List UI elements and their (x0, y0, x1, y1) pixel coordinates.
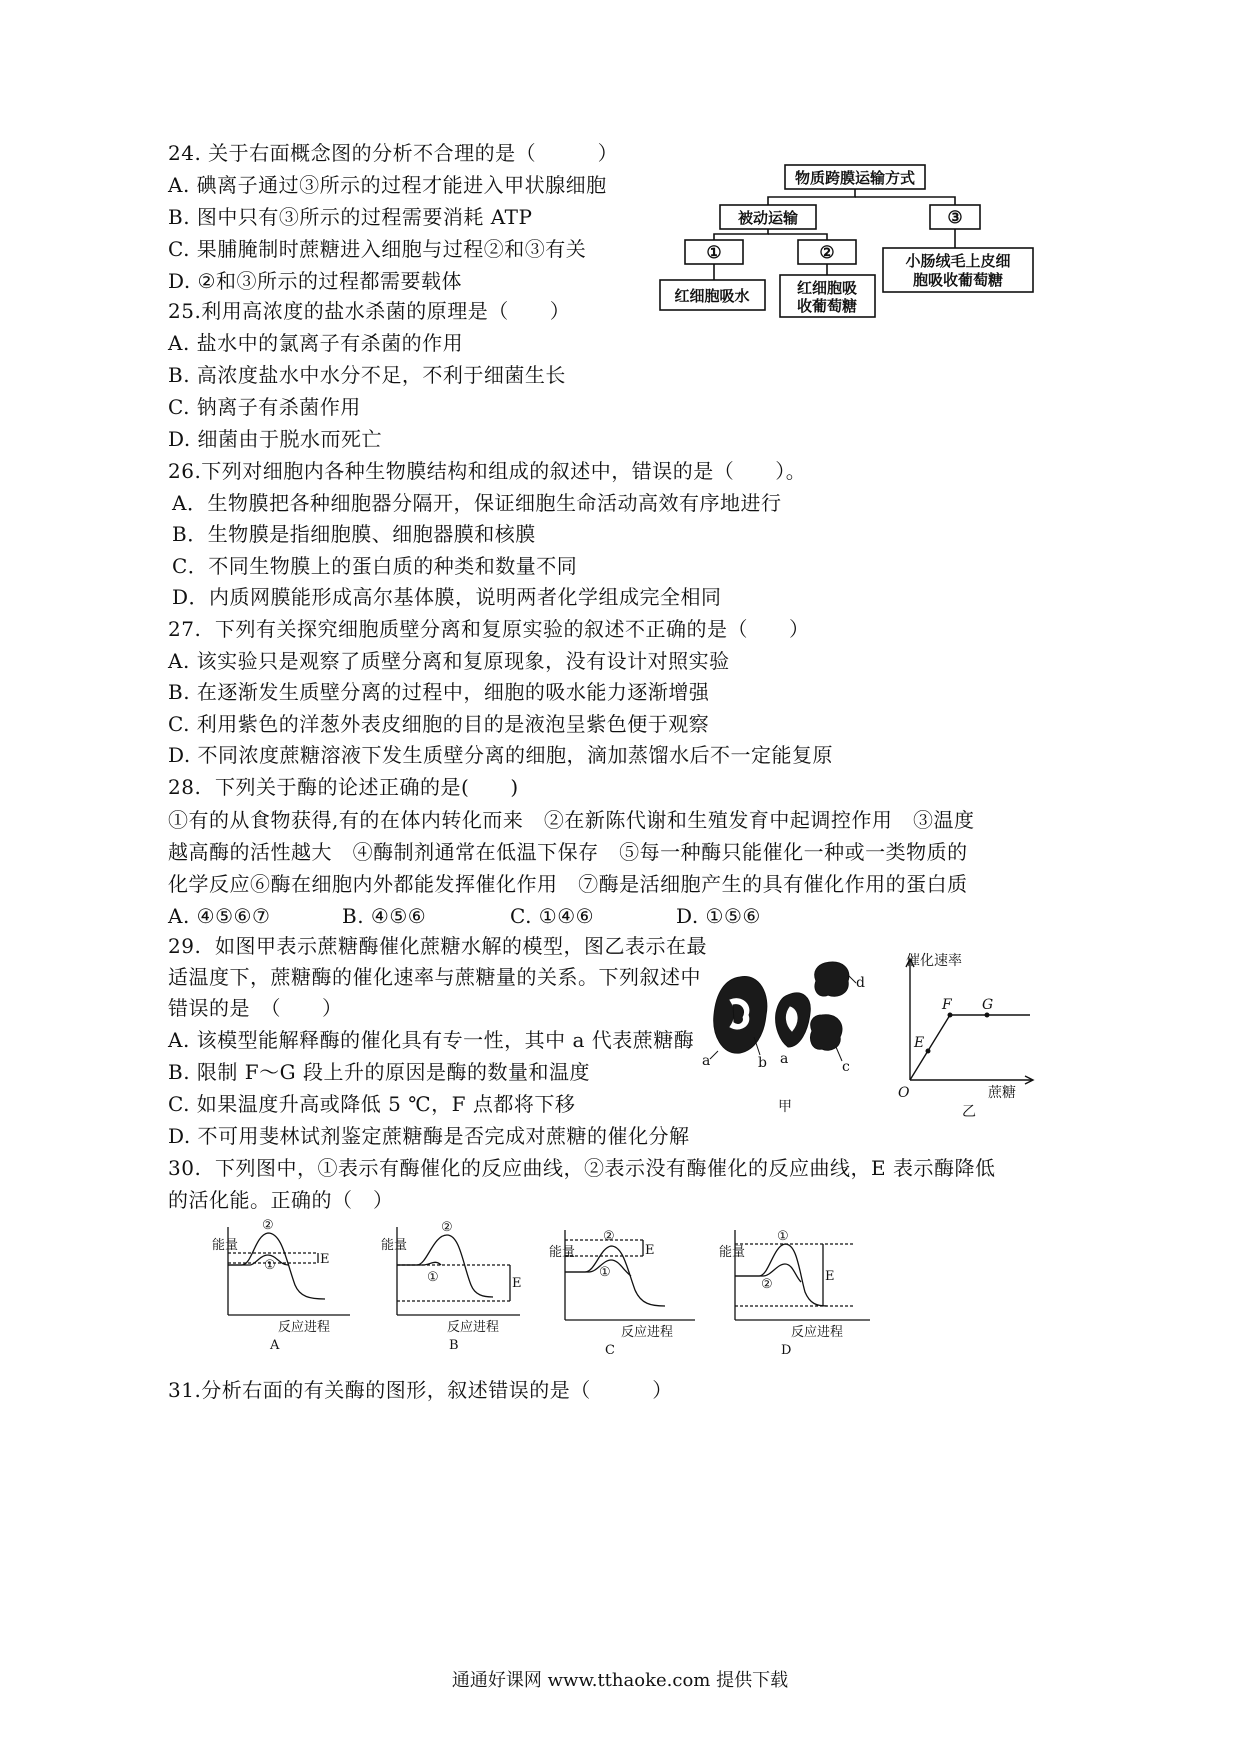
q29-stem-2: 适温度下，蔗糖酶的催化速率与蔗糖量的关系。下列叙述中 (168, 965, 701, 989)
jia-label-b: b (758, 1055, 767, 1071)
yi-point-e: E (914, 1035, 925, 1051)
graph-a-e: E (320, 1252, 330, 1267)
yi-ylabel: 催化速率 (906, 953, 962, 969)
diagram-leaf-2a: 红细胞吸 (796, 279, 858, 297)
graph-d-e: E (825, 1269, 835, 1284)
q28-option-a: A. ④⑤⑥⑦ (168, 904, 271, 928)
jia-label-a2: a (780, 1051, 789, 1067)
diagram-leaf-3b: 胞吸收葡萄糖 (912, 271, 1004, 289)
q27-option-c: C. 利用紫色的洋葱外表皮细胞的目的是液泡呈紫色便于观察 (168, 712, 710, 736)
q31-stem: 31.分析右面的有关酶的图形，叙述错误的是（ ） (168, 1378, 673, 1402)
yi-caption: 乙 (962, 1104, 976, 1120)
q28-stem: 28. 下列关于酶的论述正确的是( ) (168, 775, 519, 799)
yi-xlabel: 蔗糖 (988, 1085, 1016, 1101)
graph-c-top: ② (603, 1229, 615, 1244)
q24-option-c: C. 果脯腌制时蔗糖进入细胞与过程②和③有关 (168, 237, 587, 261)
q27-option-b: B. 在逐渐发生质壁分离的过程中，细胞的吸水能力逐渐增强 (168, 680, 710, 704)
diagram-leaf-1: 红细胞吸水 (674, 287, 750, 305)
q30-stem-1: 30. 下列图中，①表示有酶催化的反应曲线，②表示没有酶催化的反应曲线，E 表示酶降低 (168, 1156, 996, 1180)
q29-stem-1: 29. 如图甲表示蔗糖酶催化蔗糖水解的模型，图乙表示在最 (168, 934, 708, 958)
yi-point-f: F (942, 997, 952, 1013)
concept-diagram (655, 160, 1040, 320)
q27-stem: 27. 下列有关探究细胞质壁分离和复原实验的叙述不正确的是（ ） (168, 617, 810, 641)
graph-b-caption: B (449, 1338, 459, 1353)
diagram-node-2: ② (819, 243, 835, 263)
q30-stem-2: 的活化能。正确的（ ） (168, 1188, 394, 1212)
diagram-node-3: ③ (947, 208, 963, 228)
q28-option-d: D. ①⑤⑥ (676, 904, 761, 928)
q25-option-a: A. 盐水中的氯离子有杀菌的作用 (168, 331, 464, 355)
graph-a-caption: A (270, 1338, 280, 1353)
graph-c-e: E (645, 1243, 655, 1258)
jia-label-d: d (856, 975, 865, 991)
graph-c-xlabel: 反应进程 (621, 1325, 674, 1340)
q26-option-d: D．内质网膜能形成高尔基体膜，说明两者化学组成完全相同 (172, 585, 722, 609)
graph-a-xlabel: 反应进程 (278, 1320, 331, 1335)
footer-credit: 通通好课网 www.tthaoke.com 提供下载 (451, 1670, 789, 1691)
q29-stem-3: 错误的是 （ ） (168, 996, 343, 1020)
graph-b-ylabel: 能量 (381, 1238, 408, 1253)
graph-d-ylabel: 能量 (719, 1245, 746, 1260)
energy-graph-d (715, 1220, 885, 1360)
yi-point-g: G (982, 997, 994, 1013)
energy-graph-c (545, 1220, 705, 1360)
energy-graph-b (375, 1215, 535, 1355)
graph-d-low: ② (761, 1277, 773, 1292)
q28-body-1: ①有的从食物获得,有的在体内转化而来 ②在新陈代谢和生殖发育中起调控作用 ③温度 (168, 808, 975, 832)
jia-label-c: c (842, 1059, 850, 1075)
graph-d-caption: D (781, 1343, 792, 1358)
q27-option-a: A. 该实验只是观察了质壁分离和复原现象，没有设计对照实验 (168, 649, 730, 673)
graph-a-top: ② (262, 1218, 274, 1233)
graph-b-xlabel: 反应进程 (447, 1320, 500, 1335)
q28-body-2: 越高酶的活性越大 ④酶制剂通常在低温下保存 ⑤每一种酶只能催化一种或一类物质的 (168, 840, 968, 864)
yi-origin: O (898, 1085, 910, 1101)
graph-a-ylabel: 能量 (212, 1238, 239, 1253)
q29-option-c: C. 如果温度升高或降低 5 ℃，F 点都将下移 (168, 1092, 576, 1116)
q26-option-a: A．生物膜把各种细胞器分隔开，保证细胞生命活动高效有序地进行 (172, 491, 782, 515)
diagram-root-label: 物质跨膜运输方式 (794, 169, 916, 187)
graph-d-top: ① (777, 1229, 789, 1244)
q26-option-b: B．生物膜是指细胞膜、细胞器膜和核膜 (172, 522, 536, 546)
q25-stem: 25.利用高浓度的盐水杀菌的原理是（ ） (168, 299, 571, 323)
graph-d-xlabel: 反应进程 (791, 1325, 844, 1340)
diagram-passive-label: 被动运输 (737, 209, 799, 227)
q27-option-d: D. 不同浓度蔗糖溶液下发生质壁分离的细胞，滴加蒸馏水后不一定能复原 (168, 743, 834, 767)
q24-stem: 24. 关于右面概念图的分析不合理的是（ ） (168, 141, 619, 165)
q28-option-b: B. ④⑤⑥ (342, 904, 427, 928)
q26-stem: 26.下列对细胞内各种生物膜结构和组成的叙述中，错误的是（ ）。 (168, 459, 807, 483)
jia-label-a1: a (702, 1053, 711, 1069)
jia-caption: 甲 (778, 1099, 792, 1115)
q29-option-b: B. 限制 F～G 段上升的原因是酶的数量和温度 (168, 1060, 590, 1084)
q28-body-3: 化学反应⑥酶在细胞内外都能发挥催化作用 ⑦酶是活细胞产生的具有催化作用的蛋白质 (168, 872, 968, 896)
q24-option-d: D. ②和③所示的过程都需要载体 (168, 269, 462, 293)
q29-option-a: A. 该模型能解释酶的催化具有专一性，其中 a 代表蔗糖酶 (168, 1028, 695, 1052)
graph-a-low: ① (264, 1258, 276, 1273)
q25-option-c: C. 钠离子有杀菌作用 (168, 395, 361, 419)
energy-graph-a (200, 1215, 360, 1355)
graph-b-low: ① (427, 1270, 439, 1285)
diagram-leaf-2b: 收葡萄糖 (796, 297, 858, 315)
enzyme-model-figure (700, 955, 880, 1115)
graph-b-e: E (512, 1276, 522, 1291)
q25-option-b: B. 高浓度盐水中水分不足，不利于细菌生长 (168, 363, 566, 387)
q26-option-c: C．不同生物膜上的蛋白质的种类和数量不同 (172, 554, 578, 578)
diagram-node-1: ① (706, 243, 722, 263)
graph-c-low: ① (599, 1265, 611, 1280)
graph-b-top: ② (441, 1220, 453, 1235)
q25-option-d: D. 细菌由于脱水而死亡 (168, 427, 383, 451)
q29-option-d: D. 不可用斐林试剂鉴定蔗糖酶是否完成对蔗糖的催化分解 (168, 1124, 690, 1148)
q24-option-b: B. 图中只有③所示的过程需要消耗 ATP (168, 205, 533, 229)
q24-option-a: A. 碘离子通过③所示的过程才能进入甲状腺细胞 (168, 173, 607, 197)
graph-c-ylabel: 能量 (549, 1245, 576, 1260)
rate-graph (890, 945, 1040, 1120)
q28-option-c: C. ①④⑥ (510, 904, 595, 928)
diagram-leaf-3a: 小肠绒毛上皮细 (905, 252, 1011, 270)
graph-c-caption: C (605, 1343, 615, 1358)
